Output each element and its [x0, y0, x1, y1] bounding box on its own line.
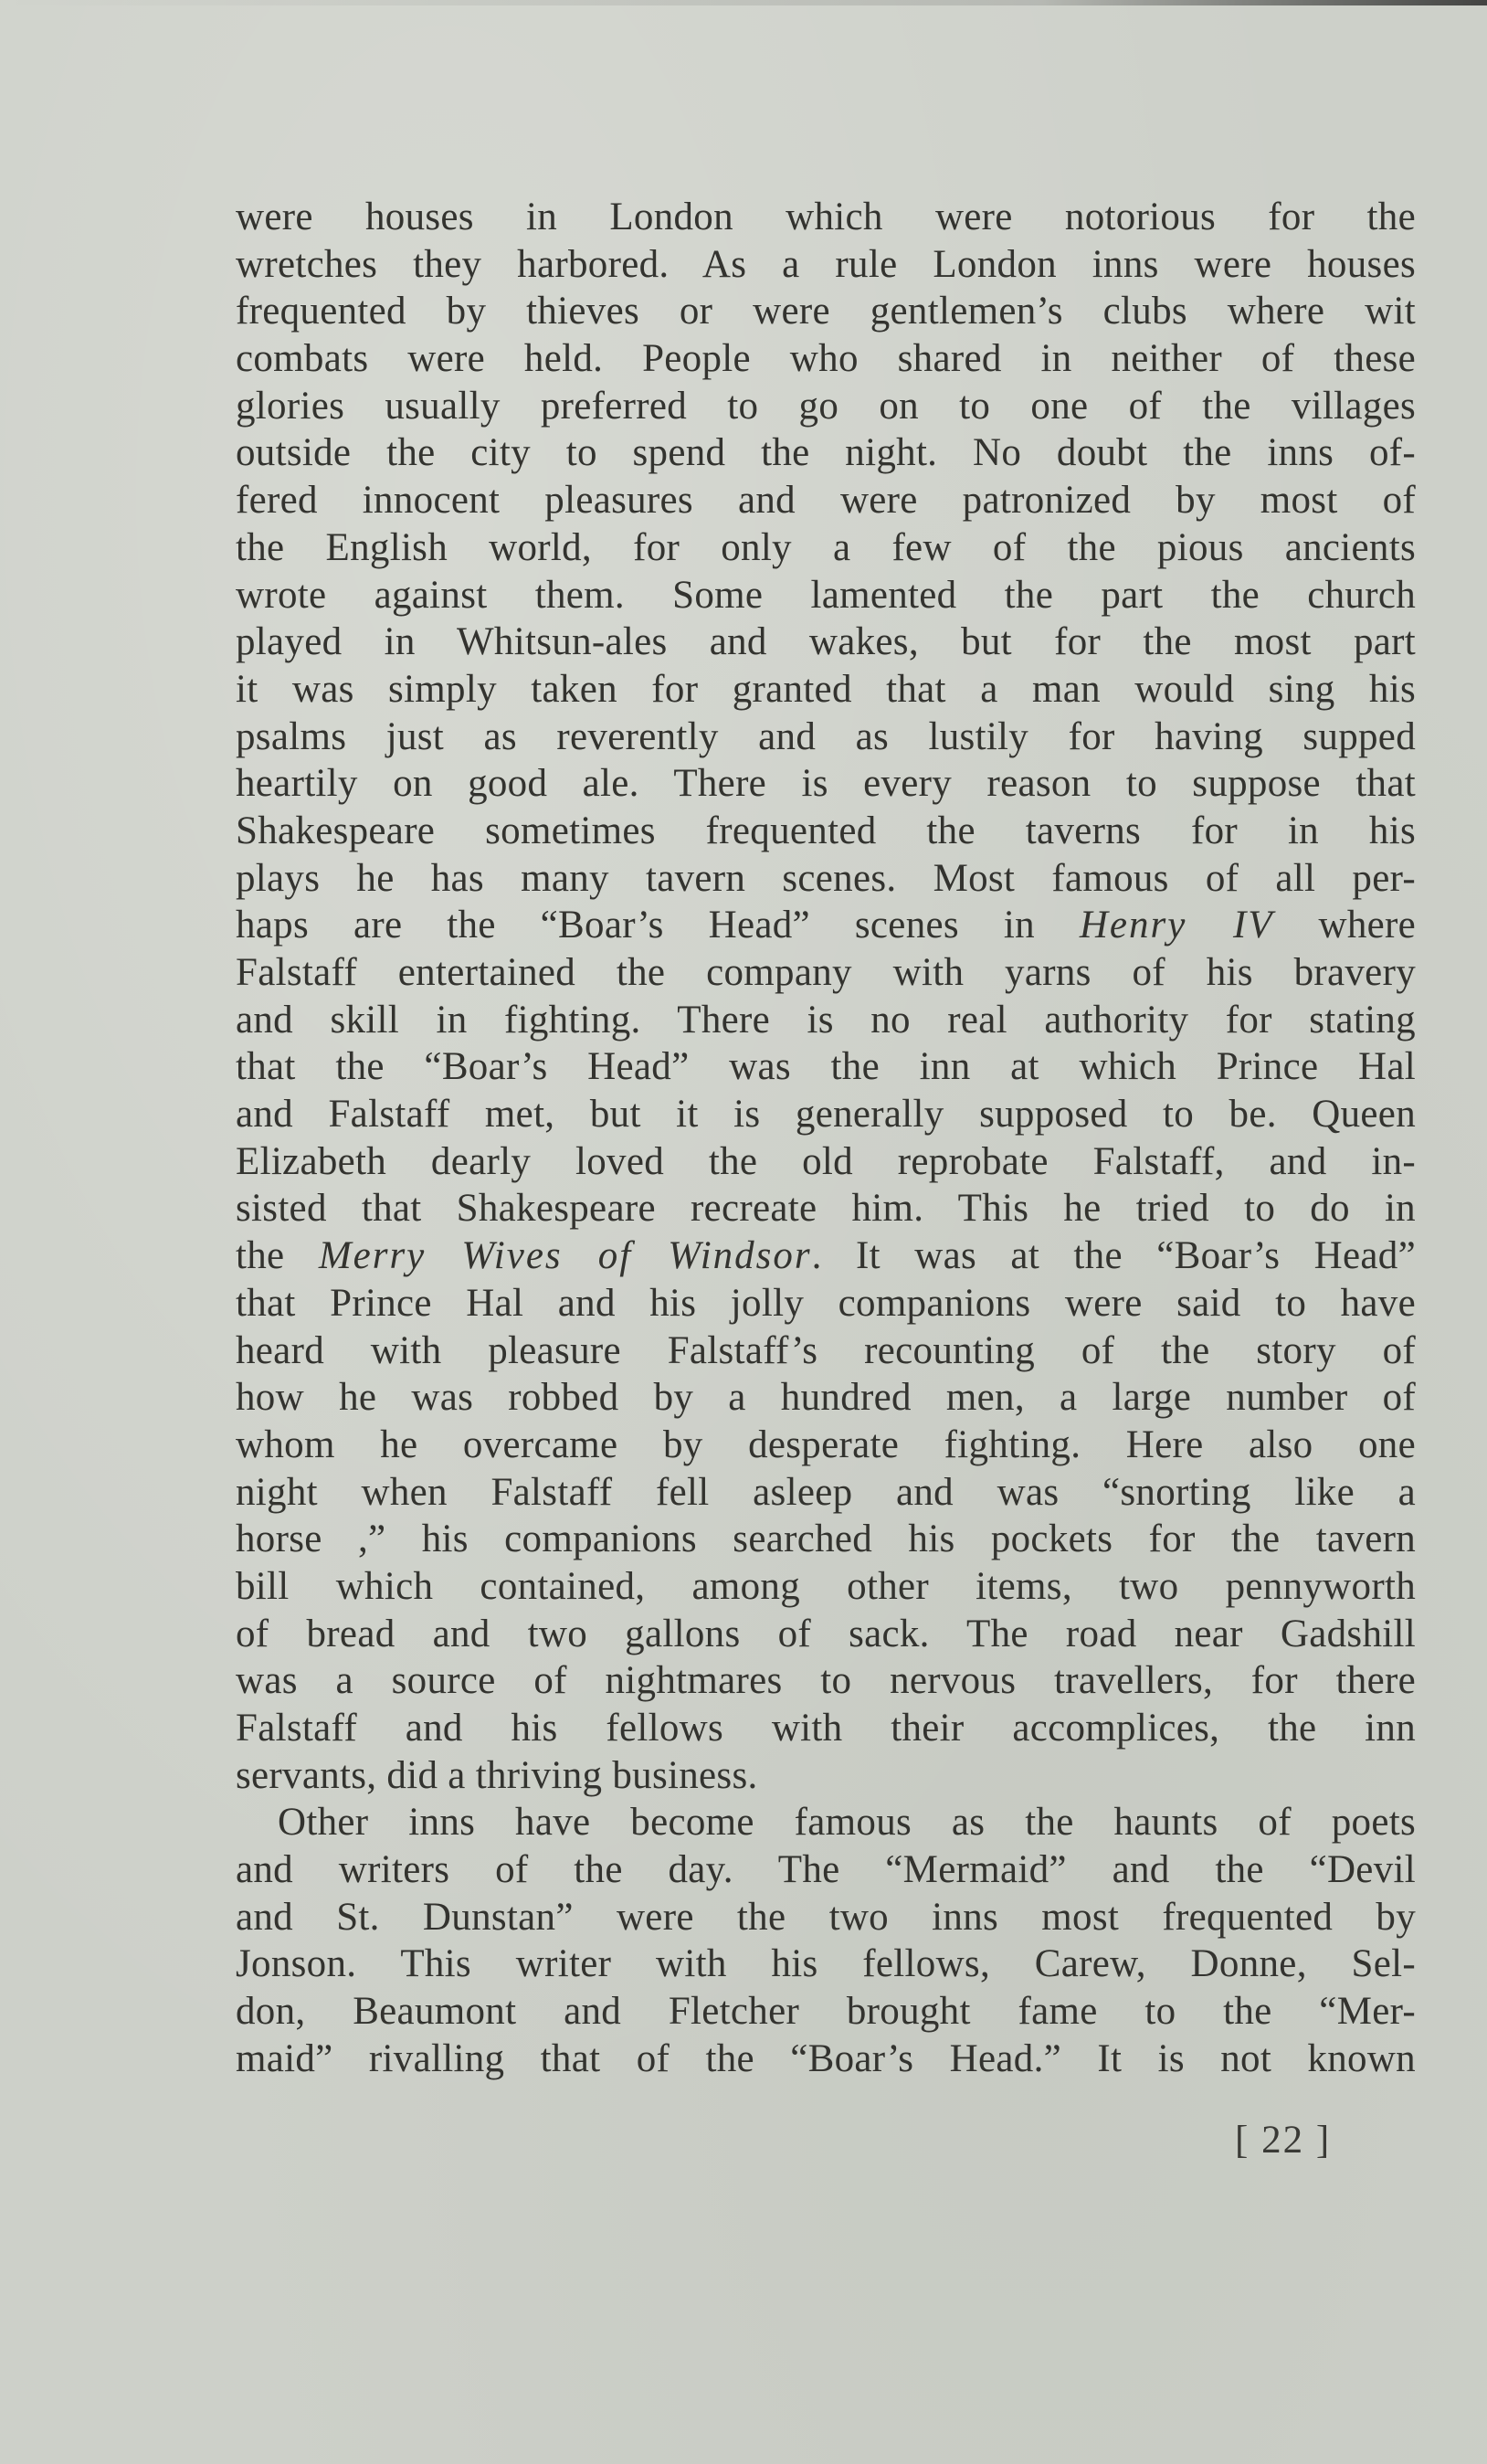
text-line: were houses in London which were notorious for the [236, 196, 1416, 238]
text-line: of bread and two gallons of sack. The road near Gadshill [236, 1612, 1416, 1655]
text-line: outside the city to spend the night. No doubt the inns of- [236, 431, 1416, 475]
text-line: that the “Boar’s Head” was the inn at which Prince Hal [236, 1045, 1416, 1089]
text-line: and St. Dunstan” were the two inns most frequented by [236, 1895, 1416, 1939]
text-line-paragraph-start: Other inns have become famous as the haunts of poets [278, 1801, 1416, 1845]
text-line: and writers of the day. The “Mermaid” and the “Devil [236, 1848, 1416, 1892]
text-line: night when Falstaff fell asleep and was “snorting like a [236, 1470, 1416, 1514]
text-line: it was simply taken for granted that a man would sing his [236, 667, 1416, 711]
play-title-merry-wives: Merry Wives of Windsor [318, 1234, 812, 1278]
text-line: wretches they harbored. As a rule London inns were houses [236, 242, 1416, 286]
text-line: played in Whitsun-ales and wakes, but for the most part [236, 620, 1416, 664]
text-line: the Merry Wives of Windsor. It was at the “Boar’s Head” [236, 1234, 1416, 1278]
text-line: frequented by thieves or were gentlemen’s clubs where wit [236, 290, 1416, 333]
text-line: glories usually preferred to go on to one of the villages [236, 384, 1416, 428]
text-line: was a source of nightmares to nervous travellers, for there [236, 1659, 1416, 1703]
page-number: [ 22 ] [1235, 2119, 1332, 2162]
text-line: haps are the “Boar’s Head” scenes in Henry IV where [236, 904, 1417, 947]
text-line: bill which contained, among other items, two pennyworth [236, 1564, 1416, 1608]
text-line: horse ,” his companions searched his pockets for the tavern [236, 1518, 1416, 1561]
text-line: heard with pleasure Falstaff’s recounting of the story of [236, 1328, 1416, 1372]
text-line-paragraph-end: servants, did a thriving business. [236, 1753, 758, 1797]
body-text [236, 194, 1416, 2083]
top-edge-shadow [0, 0, 1487, 5]
text-line: plays he has many tavern scenes. Most famous of all per- [236, 856, 1416, 900]
text-line: combats were held. People who shared in neither of these [236, 337, 1416, 381]
text-line: maid” rivalling that of the “Boar’s Head.” It is not known [236, 2036, 1416, 2080]
text-line: fered innocent pleasures and were patronized by most of [236, 479, 1416, 523]
text-line: don, Beaumont and Fletcher brought fame to the “Mer- [236, 1990, 1416, 2034]
text-line: that Prince Hal and his jolly companions were said to have [236, 1281, 1416, 1325]
text-line: and Falstaff met, but it is generally supposed to be. Queen [236, 1093, 1416, 1137]
play-title-henry-iv: Henry IV [1079, 904, 1274, 947]
text-line: sisted that Shakespeare recreate him. This he tried to do in [236, 1187, 1416, 1231]
text-line: psalms just as reverently and as lustily for having supped [236, 714, 1416, 758]
text-line: and skill in fighting. There is no real authority for stating [236, 998, 1416, 1042]
text-line: wrote against them. Some lamented the part the church [236, 573, 1416, 617]
text-line: Falstaff and his fellows with their accomplices, the inn [236, 1707, 1416, 1750]
text-line: Jonson. This writer with his fellows, Carew, Donne, Sel- [236, 1942, 1416, 1986]
text-line: the English world, for only a few of the pious ancients [236, 525, 1416, 569]
text-line: Elizabeth dearly loved the old reprobate Falstaff, and in- [236, 1139, 1416, 1183]
text-line: Shakespeare sometimes frequented the taverns for in his [236, 809, 1416, 852]
text-line: how he was robbed by a hundred men, a large number of [236, 1376, 1416, 1420]
text-line: whom he overcame by desperate fighting. Here also one [236, 1422, 1416, 1466]
text-line: Falstaff entertained the company with yarns of his bravery [236, 951, 1416, 994]
text-line: heartily on good ale. There is every reason to suppose that [236, 762, 1416, 806]
